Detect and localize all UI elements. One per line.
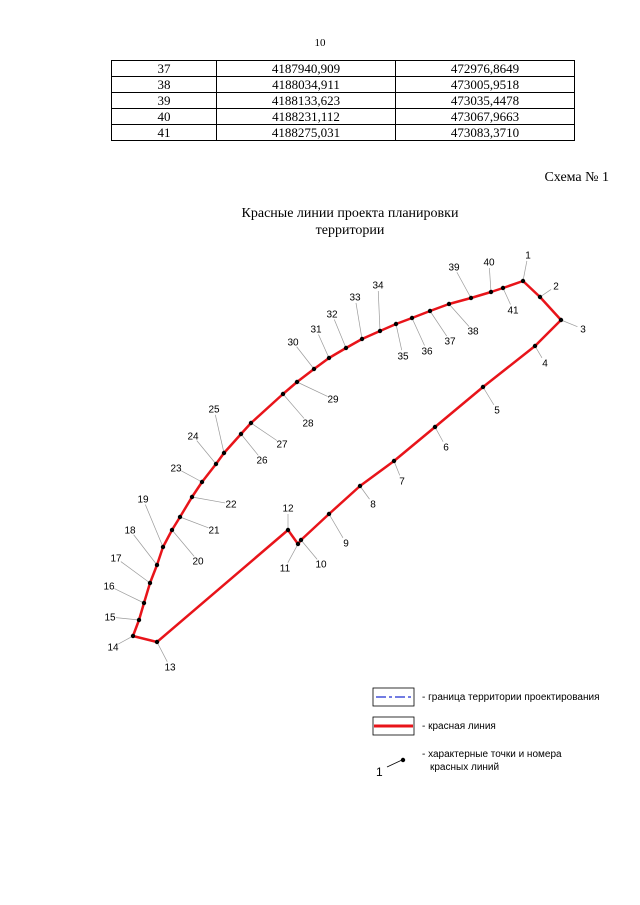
point-marker-3 — [559, 318, 563, 322]
point-marker-29 — [295, 380, 299, 384]
x-coordinate-cell: 4188133,623 — [217, 93, 396, 109]
point-leader-14 — [118, 636, 133, 644]
point-leader-5 — [483, 387, 494, 405]
point-marker-23 — [200, 480, 204, 484]
point-label-23: 23 — [170, 463, 182, 475]
point-leader-30 — [297, 347, 314, 369]
point-leader-38 — [449, 304, 469, 327]
point-marker-5 — [481, 385, 485, 389]
legend-boundary-label: - граница территории проектирования — [422, 692, 600, 703]
point-label-17: 17 — [110, 553, 122, 565]
point-label-32: 32 — [326, 309, 338, 321]
point-marker-36 — [410, 316, 414, 320]
point-marker-31 — [327, 356, 331, 360]
y-coordinate-cell: 473083,3710 — [396, 125, 575, 141]
point-label-29: 29 — [327, 394, 339, 406]
point-label-15: 15 — [104, 612, 116, 624]
point-marker-25 — [222, 451, 226, 455]
point-leader-26 — [241, 434, 258, 455]
point-label-41: 41 — [507, 305, 519, 317]
point-label-2: 2 — [553, 281, 559, 293]
point-label-20: 20 — [192, 556, 204, 568]
red-line-polygon — [133, 281, 561, 642]
point-label-14: 14 — [107, 642, 119, 654]
point-leader-10 — [301, 540, 317, 559]
point-leader-28 — [283, 394, 304, 418]
x-coordinate-cell: 4188275,031 — [217, 125, 396, 141]
point-marker-16 — [142, 601, 146, 605]
point-leader-8 — [360, 486, 369, 499]
point-number-cell: 37 — [112, 61, 217, 77]
point-label-7: 7 — [399, 476, 405, 488]
point-label-22: 22 — [225, 499, 237, 511]
point-leader-25 — [215, 415, 224, 453]
legend-red-line-label: - красная линия — [422, 721, 496, 732]
point-number-cell: 38 — [112, 77, 217, 93]
point-leader-9 — [329, 514, 343, 538]
point-label-35: 35 — [397, 351, 409, 363]
point-marker-20 — [170, 528, 174, 532]
point-marker-6 — [433, 425, 437, 429]
x-coordinate-cell: 4188034,911 — [217, 77, 396, 93]
y-coordinate-cell: 472976,8649 — [396, 61, 575, 77]
point-leader-13 — [157, 642, 167, 662]
page-number: 10 — [314, 37, 326, 49]
point-label-10: 10 — [315, 559, 327, 571]
y-coordinate-cell: 473067,9663 — [396, 109, 575, 125]
point-leader-24 — [197, 441, 216, 464]
point-leader-41 — [503, 288, 511, 305]
point-label-27: 27 — [276, 439, 288, 451]
point-leader-15 — [116, 618, 139, 620]
point-label-12: 12 — [282, 503, 294, 515]
point-label-25: 25 — [208, 404, 220, 416]
point-marker-26 — [239, 432, 243, 436]
point-label-31: 31 — [310, 324, 322, 336]
point-marker-8 — [358, 484, 362, 488]
point-marker-4 — [533, 344, 537, 348]
point-leader-22 — [192, 497, 225, 503]
point-label-36: 36 — [421, 346, 433, 358]
point-marker-24 — [214, 462, 218, 466]
point-markers — [131, 279, 563, 644]
point-marker-37 — [428, 309, 432, 313]
point-leader-6 — [435, 427, 443, 442]
point-marker-34 — [378, 329, 382, 333]
point-marker-19 — [161, 545, 165, 549]
point-label-13: 13 — [164, 662, 176, 674]
point-label-5: 5 — [494, 405, 500, 417]
legend-point-leader — [387, 760, 402, 767]
point-label-6: 6 — [443, 442, 449, 454]
x-coordinate-cell: 4188231,112 — [217, 109, 396, 125]
point-label-33: 33 — [349, 292, 361, 304]
point-marker-27 — [249, 421, 253, 425]
point-leader-17 — [121, 562, 150, 583]
point-marker-30 — [312, 367, 316, 371]
point-label-28: 28 — [302, 418, 314, 430]
point-leader-1 — [523, 261, 527, 281]
point-marker-9 — [327, 512, 331, 516]
legend — [373, 688, 600, 779]
point-leader-3 — [561, 320, 577, 327]
point-label-18: 18 — [124, 525, 136, 537]
point-leader-35 — [396, 324, 402, 350]
point-marker-12 — [286, 528, 290, 532]
point-label-4: 4 — [542, 358, 548, 370]
point-marker-7 — [392, 459, 396, 463]
y-coordinate-cell: 473035,4478 — [396, 93, 575, 109]
point-marker-35 — [394, 322, 398, 326]
map-title-line1: Красные линии проекта планировки — [241, 206, 459, 221]
point-label-38: 38 — [467, 326, 479, 338]
point-label-34: 34 — [372, 280, 384, 292]
point-label-39: 39 — [448, 262, 460, 274]
point-leader-11 — [288, 544, 298, 563]
point-marker-22 — [190, 495, 194, 499]
point-marker-10 — [299, 538, 303, 542]
point-leader-31 — [318, 334, 329, 358]
point-label-24: 24 — [187, 431, 199, 443]
point-marker-33 — [360, 337, 364, 341]
point-leader-34 — [378, 291, 380, 331]
point-leader-7 — [394, 461, 400, 475]
point-marker-18 — [155, 563, 159, 567]
point-leader-20 — [172, 530, 194, 556]
x-coordinate-cell: 4187940,909 — [217, 61, 396, 77]
legend-points-label-line1: - характерные точки и номера — [422, 749, 562, 760]
point-marker-15 — [137, 618, 141, 622]
point-labels — [103, 251, 586, 674]
point-label-19: 19 — [137, 494, 149, 506]
point-label-30: 30 — [287, 337, 299, 349]
legend-point-marker — [401, 758, 405, 762]
point-leader-29 — [297, 382, 328, 396]
point-marker-38 — [447, 302, 451, 306]
point-leader-19 — [145, 505, 163, 547]
point-marker-32 — [344, 346, 348, 350]
point-marker-39 — [469, 296, 473, 300]
point-marker-13 — [155, 640, 159, 644]
point-label-8: 8 — [370, 499, 376, 511]
scheme-label: Схема № 1 — [544, 170, 609, 185]
point-label-9: 9 — [343, 538, 349, 550]
point-leader-33 — [356, 303, 362, 339]
point-label-16: 16 — [103, 581, 115, 593]
point-label-40: 40 — [483, 257, 495, 269]
point-marker-28 — [281, 392, 285, 396]
y-coordinate-cell: 473005,9518 — [396, 77, 575, 93]
point-leader-21 — [180, 517, 208, 528]
point-leader-18 — [134, 535, 157, 565]
point-number-cell: 40 — [112, 109, 217, 125]
point-marker-2 — [538, 295, 542, 299]
point-leader-16 — [114, 589, 144, 603]
point-leader-27 — [251, 423, 277, 441]
point-marker-21 — [178, 515, 182, 519]
point-label-37: 37 — [444, 336, 456, 348]
point-marker-14 — [131, 634, 135, 638]
point-marker-17 — [148, 581, 152, 585]
point-label-26: 26 — [256, 455, 268, 467]
point-number-cell: 39 — [112, 93, 217, 109]
point-leader-40 — [489, 268, 491, 292]
point-label-11: 11 — [279, 563, 291, 575]
point-leader-32 — [334, 320, 346, 348]
point-leader-37 — [430, 311, 447, 336]
point-label-1: 1 — [525, 250, 531, 262]
leader-lines — [114, 261, 577, 662]
point-marker-40 — [489, 290, 493, 294]
point-label-3: 3 — [580, 324, 586, 336]
point-marker-41 — [501, 286, 505, 290]
point-label-21: 21 — [208, 525, 220, 537]
legend-points-label-line2: красных линий — [430, 762, 500, 773]
point-marker-11 — [296, 542, 300, 546]
point-marker-1 — [521, 279, 525, 283]
point-number-cell: 41 — [112, 125, 217, 141]
point-leader-36 — [412, 318, 425, 346]
point-leader-39 — [457, 272, 471, 298]
point-leader-23 — [181, 471, 202, 482]
map-title-line2: территории — [315, 223, 385, 238]
legend-point-number: 1 — [376, 765, 383, 779]
